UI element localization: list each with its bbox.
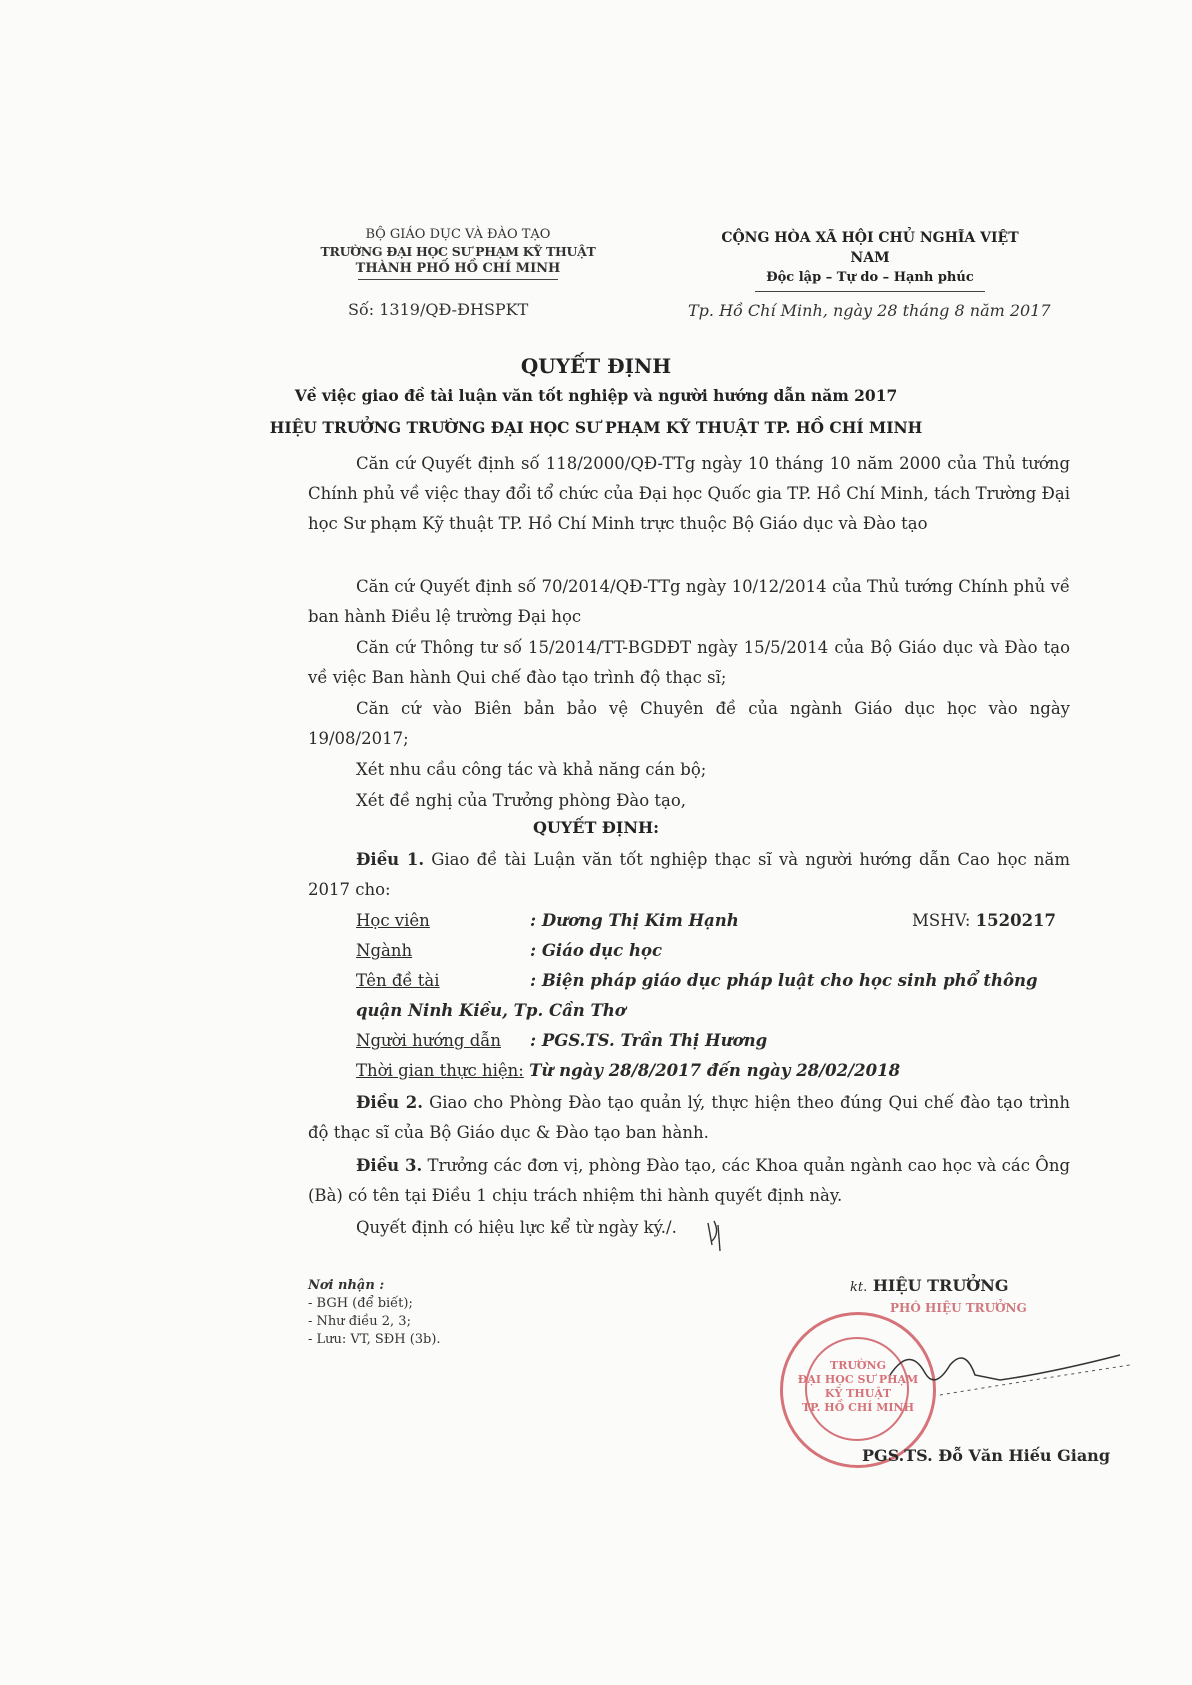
article-1-text: Giao đề tài Luận văn tốt nghiệp thạc sĩ và người hướng dẫn Cao học năm 2017 cho: [308,850,1071,899]
signature-title-line [850,1276,1009,1295]
period-field [356,1061,900,1080]
seal-line: KỸ THUẬT [824,1387,892,1400]
issuer-underline [358,279,558,280]
motto: Độc lập – Tự do – Hạnh phúc [766,270,974,285]
recipients [308,1277,441,1349]
article-2-text: Giao cho Phòng Đào tạo quản lý, thực hiện theo đúng Qui chế đào tạo trình độ thạc sĩ của Bộ Giáo dục & Đào tạo ban hành. [308,1093,1071,1142]
seal-line: TRƯỜNG [830,1359,886,1372]
topic-value-line2: quận Ninh Kiều, Tp. Cần Thơ [356,1001,626,1020]
country-name: CỘNG HÒA XÃ HỘI CHỦ NGHĨA VIỆT NAM [721,230,1019,266]
motto-underline [755,291,985,292]
period-value: Từ ngày 28/8/2017 đến ngày 28/02/2018 [529,1061,901,1080]
basis-1: Căn cứ Quyết định số 118/2000/QĐ-TTg ngày 10 tháng 10 năm 2000 của Thủ tướng Chính phủ về việc thay đổi tổ chức của Đại học Quốc gia TP. Hồ Chí Minh, tách Trường Đại học Sư phạm Kỹ thuật TP. Hồ Chí Minh trực thuộc Bộ Giáo dục và Đào tạo [308,454,1070,533]
signature-prefix: kt. [850,1280,868,1295]
article-2-label: Điều 2. [356,1093,423,1112]
signatory-name: PGS.TS. Đỗ Văn Hiếu Giang [862,1446,1110,1465]
seal-line: TP. HỒ CHÍ MINH [802,1401,914,1414]
recipient-item: - Như điều 2, 3; [308,1314,411,1329]
issuer-block [318,226,598,280]
article-3-label: Điều 3. [356,1156,423,1175]
signature-subtitle: PHÓ HIỆU TRƯỞNG [890,1301,1027,1315]
document-title: QUYẾT ĐỊNH [520,354,672,378]
university-city: THÀNH PHỐ HỒ CHÍ MINH [355,261,561,276]
article-1 [308,845,1070,905]
seal-line: ĐẠI HỌC SƯ PHẠM [797,1373,919,1386]
decision-heading: QUYẾT ĐỊNH: [532,818,660,837]
student-label: Học viên [356,911,430,930]
recipient-item: - BGH (để biết); [308,1296,413,1311]
basis-5: Xét nhu cầu công tác và khả năng cán bộ; [356,760,707,779]
mshv-label: MSHV: [912,911,971,930]
advisor-label: Người hướng dẫn [356,1031,502,1050]
article-1-label: Điều 1. [356,850,425,869]
major-value: : Giáo dục học [530,941,663,960]
basis-2: Căn cứ Quyết định số 70/2014/QĐ-TTg ngày 10/12/2014 của Thủ tướng Chính phủ về ban hành Điều lệ trường Đại học [308,577,1070,626]
university-name: TRƯỜNG ĐẠI HỌC SƯ PHẠM KỸ THUẬT [320,244,596,259]
national-motto-block [700,228,1040,292]
place-date: Tp. Hồ Chí Minh, ngày 28 tháng 8 năm 2017 [688,301,1051,320]
topic-value-line1: : Biện pháp giáo dục pháp luật cho học sinh phổ thông [530,971,1038,990]
article-3 [308,1151,1070,1211]
signature-title: HIỆU TRƯỞNG [872,1276,1009,1295]
recipients-heading: Nơi nhận : [308,1278,385,1293]
mshv-field [912,911,1056,930]
recipient-item: - Lưu: VT, SĐH (3b). [308,1332,441,1347]
ministry-name: BỘ GIÁO DỤC VÀ ĐÀO TẠO [365,227,551,242]
student-value: : Dương Thị Kim Hạnh [530,911,739,930]
handwritten-signature [880,1335,1140,1415]
article-2 [308,1088,1070,1148]
basis-3: Căn cứ Thông tư số 15/2014/TT-BGDĐT ngày 15/5/2014 của Bộ Giáo dục và Đào tạo về việc Ban hành Qui chế đào tạo trình độ thạc sĩ; [308,638,1070,687]
major-label: Ngành [356,941,413,960]
effective-clause: Quyết định có hiệu lực kể từ ngày ký./. [356,1218,677,1237]
document-subject: Về việc giao đề tài luận văn tốt nghiệp và người hướng dẫn năm 2017 [294,386,898,405]
basis-6: Xét đề nghị của Trưởng phòng Đào tạo, [356,791,687,810]
advisor-value: : PGS.TS. Trần Thị Hương [530,1031,768,1050]
mshv-value: 1520217 [975,911,1057,930]
handwritten-initial [700,1215,730,1257]
period-label: Thời gian thực hiện: [356,1061,524,1080]
decision-number: Số: 1319/QĐ-ĐHSPKT [348,300,529,319]
article-3-text: Trưởng các đơn vị, phòng Đào tạo, các Khoa quản ngành cao học và các Ông (Bà) có tên tại Điều 1 chịu trách nhiệm thi hành quyết định này. [308,1156,1071,1205]
topic-label: Tên đề tài [356,971,440,990]
basis-4: Căn cứ vào Biên bản bảo vệ Chuyên đề của ngành Giáo dục học vào ngày 19/08/2017; [308,699,1070,748]
issuing-authority: HIỆU TRƯỞNG TRƯỜNG ĐẠI HỌC SƯ PHẠM KỸ THUẬT TP. HỒ CHÍ MINH [269,418,923,437]
